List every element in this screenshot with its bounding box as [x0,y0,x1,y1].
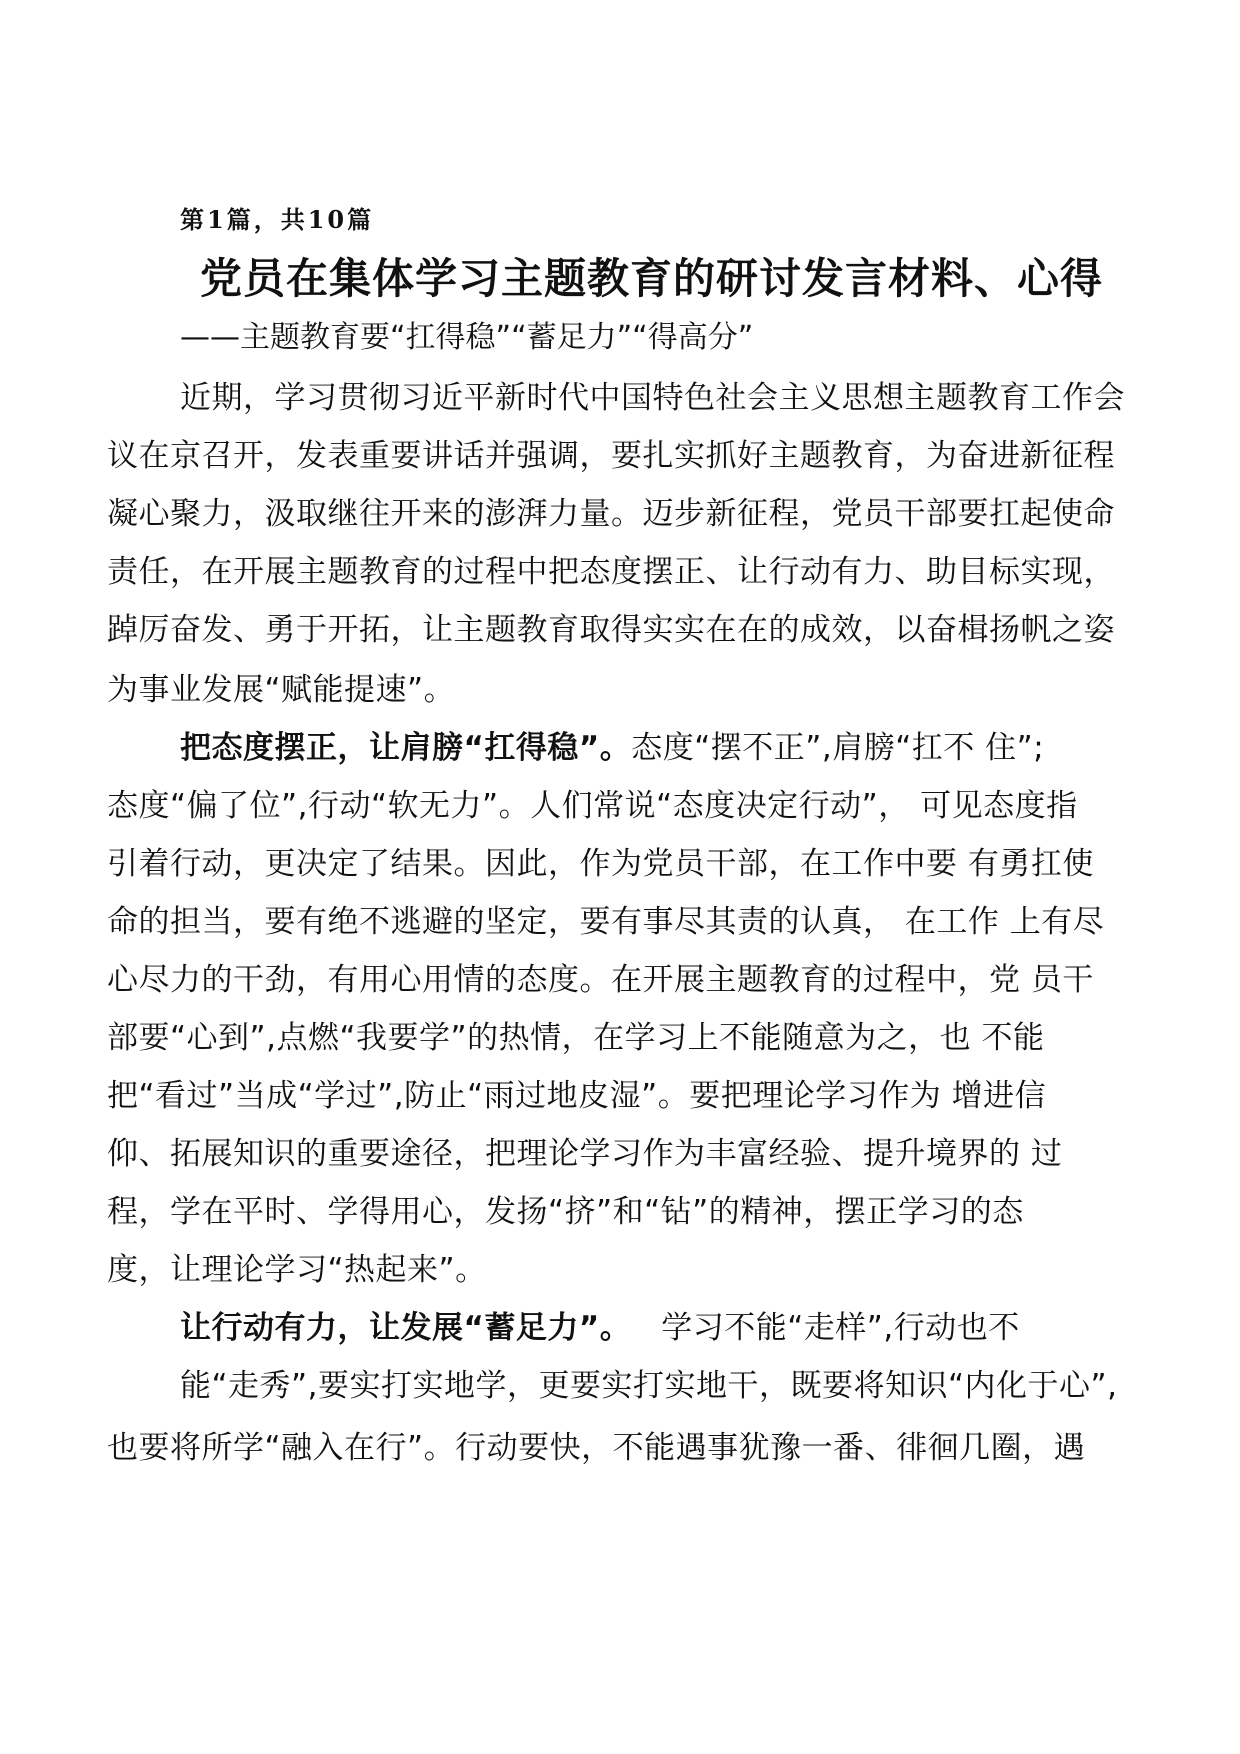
paragraph-line: 凝心聚力，汲取继往开来的澎湃力量。迈步新征程，党员干部要扛起使命 [107,496,1115,532]
paragraph-line: 为事业发展“赋能提速”。 [107,672,456,708]
document-title: 党员在集体学习主题教育的研讨发言材料、心得 [200,254,1104,303]
paragraph-line: 度，让理论学习“热起来”。 [107,1252,487,1288]
paragraph-line: 命的担当，要有绝不逃避的坚定，要有事尽其责的认真， 在工作 上有尽 [107,904,1105,940]
paragraph-line: 踔厉奋发、勇于开拓，让主题教育取得实实在在的成效，以奋楫扬帆之姿 [107,612,1115,648]
section-heading-line [180,1308,1020,1348]
paragraph-line: 仰、拓展知识的重要途径，把理论学习作为丰富经验、提升境界的 过 [107,1136,1063,1172]
paragraph-line: 能“走秀”,要实打实地学，更要实打实地干，既要将知识“内化于心”, [180,1368,1118,1404]
paragraph-line: 引着行动，更决定了结果。因此，作为党员干部，在工作中要 有勇扛使 [107,846,1094,882]
paragraph-line: 态度“偏了位”,行动“软无力”。人们常说“态度决定行动”， 可见态度指 [107,788,1078,824]
document-subtitle: ——主题教育要“扛得稳”“蓄足力”“得高分” [180,320,754,355]
paragraph-line: 也要将所学“融入在行”。行动要快，不能遇事犹豫一番、徘徊几圈，遇 [107,1430,1086,1466]
section-heading: 让行动有力，让发展“蓄足力”。 [180,1310,632,1346]
paragraph-line: 把“看过”当成“学过”,防止“雨过地皮湿”。要把理论学习作为 增进信 [107,1078,1047,1114]
section-heading-line [180,728,1044,768]
paragraph-line: 近期，学习贯彻习近平新时代中国特色社会主义思想主题教育工作会 [180,380,1125,416]
paragraph-line: 心尽力的干劲，有用心用情的态度。在开展主题教育的过程中，党 员干 [107,962,1094,998]
section-heading: 把态度摆正，让肩膀“扛得稳”。 [180,730,632,766]
section-heading-rest: 态度“摆不正”,肩膀“扛不 住”; [631,730,1045,766]
section-heading-rest: 学习不能“走样”,行动也不 [661,1310,1020,1346]
series-label: 第1篇，共10篇 [180,205,375,234]
paragraph-line: 责任，在开展主题教育的过程中把态度摆正、让行动有力、助目标实现， [107,554,1115,590]
paragraph-line: 部要“心到”,点燃“我要学”的热情，在学习上不能随意为之，也 不能 [107,1020,1045,1056]
paragraph-line: 议在京召开，发表重要讲话并强调，要扎实抓好主题教育，为奋进新征程 [107,438,1115,474]
paragraph-line: 程，学在平时、学得用心，发扬“挤”和“钻”的精神，摆正学习的态 [107,1194,1024,1230]
